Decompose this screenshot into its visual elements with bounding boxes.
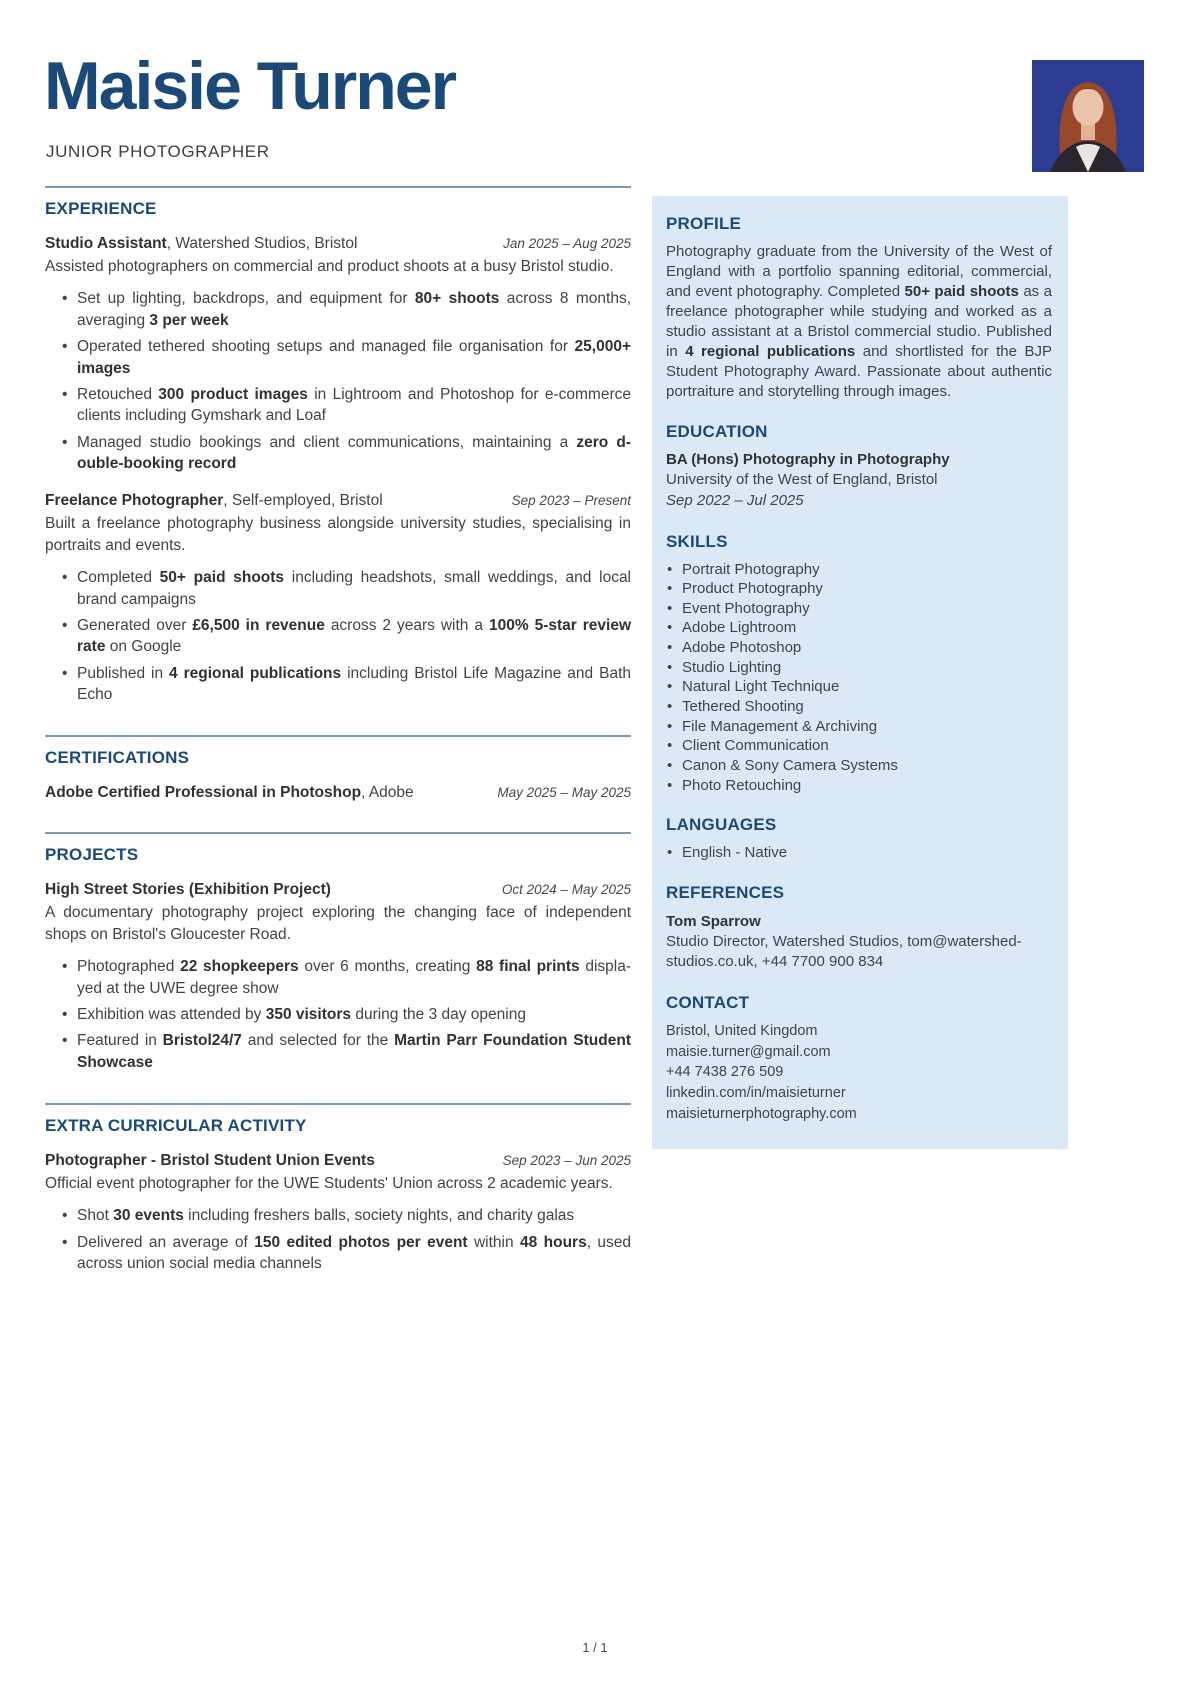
bullet-item: • Operated tethered shooting setups and managed file organisation for 25,000+ images: [45, 336, 631, 379]
sidebar-panel: [652, 196, 1068, 1149]
entry-summary: A documentary photography project exploring the changing face of independent shops on Bristol's Gloucester Road.: [45, 904, 631, 943]
entry-summary: Built a freelance photography business alongside university studies, specialising in portraits and events.: [45, 515, 631, 554]
skill-item: • Natural Light Technique: [666, 677, 1052, 697]
skill-item: • Portrait Photography: [666, 560, 1052, 580]
bullet-item: • Retouched 300 product images in Lightroom and Photoshop for e-commerce clients including Gymshark and Loaf: [45, 384, 631, 427]
entry-title: Studio Assistant, Watershed Studios, Bristol: [45, 235, 358, 252]
main-column: [45, 186, 631, 1305]
skill-item: • Tethered Shooting: [666, 697, 1052, 717]
page-number: 1 / 1: [582, 1640, 608, 1655]
job-title: JUNIOR PHOTOGRAPHER: [46, 142, 270, 161]
bullet-item: • Exhibition was attended by 350 visitors during the 3 day opening: [45, 1004, 631, 1025]
contact-location: Bristol, United Kingdom: [666, 1022, 818, 1039]
skill-item: • Canon & Sony Camera Systems: [666, 756, 1052, 776]
entry-title: Freelance Photographer, Self-employed, Bristol: [45, 492, 383, 510]
entry-title: Photographer - Bristol Student Union Events: [45, 1152, 375, 1169]
contact-linkedin: linkedin.com/in/maisieturner: [666, 1085, 846, 1102]
education-dates: Sep 2022 – Jul 2025: [666, 491, 804, 509]
section-heading-certifications: CERTIFICATIONS: [45, 748, 190, 768]
reference-detail: Studio Director, Watershed Studios, tom@watershed-studios.co.uk, +44 7700 900 834: [666, 932, 1022, 971]
skill-item: • Event Photography: [666, 599, 1052, 619]
section-certifications: [45, 735, 631, 802]
section-experience: [45, 186, 631, 705]
section-heading-contact: CONTACT: [666, 992, 750, 1012]
entry-title: High Street Stories (Exhibition Project): [45, 881, 331, 899]
bullet-item: • Delivered an average of 150 edited photos per event within 48 hours, used across union social media channels: [45, 1232, 631, 1275]
entry-head: [45, 235, 631, 253]
page-title: Maisie Turner: [44, 48, 456, 124]
entry-head: [45, 881, 631, 899]
languages-list: [666, 843, 1052, 863]
certification-entry: [45, 784, 631, 802]
bullet-item: • Completed 50+ paid shoots including headshots, small weddings, and local brand campaigns: [45, 567, 631, 610]
skill-item: • Adobe Lightroom: [666, 618, 1052, 638]
bullet-list: [45, 567, 631, 705]
skills-list: [666, 560, 1052, 796]
section-extra-curricular: [45, 1103, 631, 1275]
bullet-item: • Shot 30 events including freshers balls, society nights, and charity galas: [45, 1205, 631, 1226]
skill-item: • Studio Lighting: [666, 658, 1052, 678]
entry-date: Jan 2025 – Aug 2025: [503, 236, 631, 251]
bullet-item: • Featured in Bristol24/7 and selected for the Martin Parr Foundation Student Showcase: [45, 1030, 631, 1073]
bullet-item: • Managed studio bookings and client communications, maintaining a zero double-booking record: [45, 432, 631, 475]
skill-item: • Photo Retouching: [666, 776, 1052, 796]
skill-item: • Client Communication: [666, 736, 1052, 756]
experience-entry-studio-assistant: [45, 235, 631, 474]
language-item: • English - Native: [666, 843, 1052, 863]
extra-entry-student-union: [45, 1152, 631, 1275]
entry-date: Oct 2024 – May 2025: [501, 882, 631, 898]
education-school: University of the West of England, Bristol: [666, 471, 938, 489]
skill-item: • Product Photography: [666, 579, 1052, 599]
bullet-item: • Generated over £6,500 in revenue across 2 years with a 100% 5-star review rate on Google: [45, 615, 631, 658]
experience-entry-freelance: [45, 492, 631, 705]
contact-website: maisieturnerphotography.com: [666, 1106, 857, 1123]
section-heading-education: EDUCATION: [666, 421, 768, 441]
portrait-illustration: [1032, 60, 1144, 172]
sidebar-panel-continuation-strip: [652, 1122, 1068, 1137]
bullet-list: [45, 1205, 631, 1274]
section-heading-languages: LANGUAGES: [666, 815, 777, 835]
entry-summary: Assisted photographers on commercial and product shoots at a busy Bristol studio.: [45, 258, 614, 275]
section-heading-profile: PROFILE: [666, 214, 742, 233]
entry-title: Adobe Certified Professional in Photoshop, Adobe: [45, 784, 414, 802]
bullet-item: • Published in 4 regional publications including Bristol Life Magazine and Bath Echo: [45, 663, 631, 706]
bullet-list: [45, 956, 631, 1073]
entry-date: Sep 2023 – Jun 2025: [502, 1153, 631, 1168]
section-heading-skills: SKILLS: [666, 531, 728, 551]
project-entry-high-street-stories: [45, 881, 631, 1073]
education-degree: BA (Hons) Photography in Photography: [666, 450, 950, 468]
section-heading-references: REFERENCES: [666, 882, 785, 902]
section-heading-projects: PROJECTS: [45, 845, 139, 865]
entry-date: May 2025 – May 2025: [497, 785, 631, 801]
section-heading-experience: EXPERIENCE: [45, 199, 157, 218]
bullet-list: [45, 288, 631, 474]
skill-item: • File Management & Archiving: [666, 717, 1052, 737]
bullet-item: • Set up lighting, backdrops, and equipment for 80+ shoots across 8 months, averaging 3 per week: [45, 288, 631, 331]
reference-name: Tom Sparrow: [666, 912, 761, 930]
contact-phone: +44 7438 276 509: [666, 1064, 784, 1081]
entry-head: [45, 492, 631, 510]
entry-head: [45, 1152, 631, 1170]
profile-photo: [1032, 60, 1144, 172]
entry-date: Sep 2023 – Present: [511, 493, 631, 509]
section-projects: [45, 832, 631, 1073]
entry-summary: Official event photographer for the UWE Students' Union across 2 academic years.: [45, 1175, 613, 1192]
contact-email: maisie.turner@gmail.com: [666, 1043, 831, 1060]
bullet-item: • Photographed 22 shopkeepers over 6 months, creating 88 final prints displayed at the UWE degree show: [45, 956, 631, 999]
entry-head: [45, 784, 631, 802]
skill-item: • Adobe Photoshop: [666, 638, 1052, 658]
section-heading-extra-curricular: EXTRA CURRICULAR ACTIVITY: [45, 1116, 307, 1135]
profile-text: Photography graduate from the University of the West of England with a portfolio spanning editorial, commercial, and event photography. Completed 50+ paid shoots as a freelance photographer while studying and worked as a studio assistant at a Bristol commercial studio. Published in 4 regional publications and shortlisted for the BJP Student Photography Award. Passionate about authentic portraiture and storytelling through images.: [666, 243, 1052, 400]
